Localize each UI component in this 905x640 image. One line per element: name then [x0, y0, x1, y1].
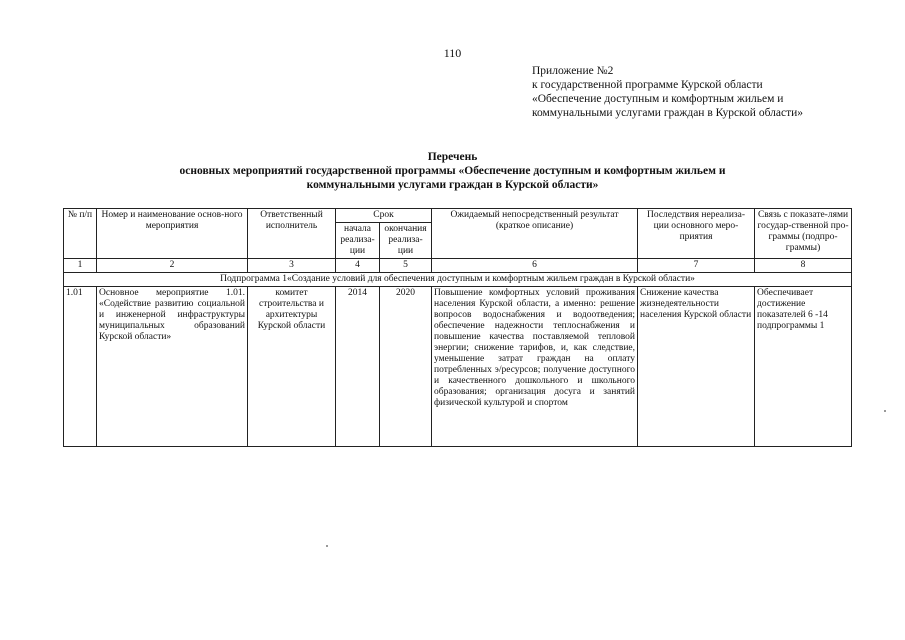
column-number: 4 — [336, 259, 380, 273]
header-start: начала реализа-ции — [336, 223, 380, 259]
measures-table — [63, 208, 852, 447]
appendix-note — [532, 64, 892, 120]
header-num: № п/п — [64, 209, 97, 259]
row-link: Обеспечивает достижение показателей 6 -14 подпрограммы 1 — [755, 287, 852, 447]
document-title — [0, 150, 905, 192]
row-num: 1.01 — [64, 287, 97, 447]
column-number: 1 — [64, 259, 97, 273]
header-consequences: Последствия нереализа-ции основного меро-приятия — [638, 209, 755, 259]
column-number: 7 — [638, 259, 755, 273]
row-name: Основное мероприятие 1.01. «Содействие развитию социальной и инженерной инфраструктуры муниципальных образований Курской области» — [97, 287, 248, 447]
appendix-line: Приложение №2 — [532, 65, 614, 77]
header-name: Номер и наименование основ-ного мероприятия — [97, 209, 248, 259]
header-link: Связь с показате-лями государ-ственной про-граммы (подпро-граммы) — [755, 209, 852, 259]
appendix-line: к государственной программе Курской области — [532, 79, 763, 91]
header-result: Ожидаемый непосредственный результат (краткое описание) — [432, 209, 638, 259]
table-header-row — [64, 209, 852, 223]
table-row — [64, 287, 852, 447]
row-consequences: Снижение качества жизнедеятельности населения Курской области — [638, 287, 755, 447]
column-number: 2 — [97, 259, 248, 273]
column-number: 6 — [432, 259, 638, 273]
row-start: 2014 — [336, 287, 380, 447]
scan-speck — [884, 410, 886, 412]
header-end: окончания реализа-ции — [380, 223, 432, 259]
row-end: 2020 — [380, 287, 432, 447]
page-number: 110 — [443, 46, 462, 60]
column-number: 3 — [248, 259, 336, 273]
row-responsible: комитет строительства и архитектуры Курской области — [248, 287, 336, 447]
appendix-line: коммунальными услугами граждан в Курской области» — [532, 107, 804, 119]
title-line: коммунальными услугами граждан в Курской области» — [306, 179, 599, 191]
header-term: Срок — [336, 209, 432, 223]
scan-speck — [326, 545, 328, 547]
column-number: 5 — [380, 259, 432, 273]
appendix-line: «Обеспечение доступным и комфортным жильем и — [532, 93, 784, 105]
subprogram-row — [64, 273, 852, 287]
title-line: Перечень — [427, 151, 478, 163]
subprogram-title: Подпрограмма 1«Создание условий для обеспечения доступным и комфортным жильем граждан в Курской области» — [64, 273, 852, 287]
header-responsible: Ответственный исполнитель — [248, 209, 336, 259]
title-line: основных мероприятий государственной программы «Обеспечение доступным и комфортным жильем и — [179, 165, 726, 177]
row-result: Повышение комфортных условий проживания населения Курской области, а именно: решение вопросов водоснабжения и водоотведения; обеспечение надежности теплоснабжения и повышение качества поставляемой тепловой энергии; снижение тарифов, и, как следствие, уменьшение затрат граждан на оплату потребленных э/ресурсов; получение доступного и качественного дошкольного и школьного образования; организация досуга и занятий физической культурой и спортом — [432, 287, 638, 447]
column-number-row — [64, 259, 852, 273]
column-number: 8 — [755, 259, 852, 273]
